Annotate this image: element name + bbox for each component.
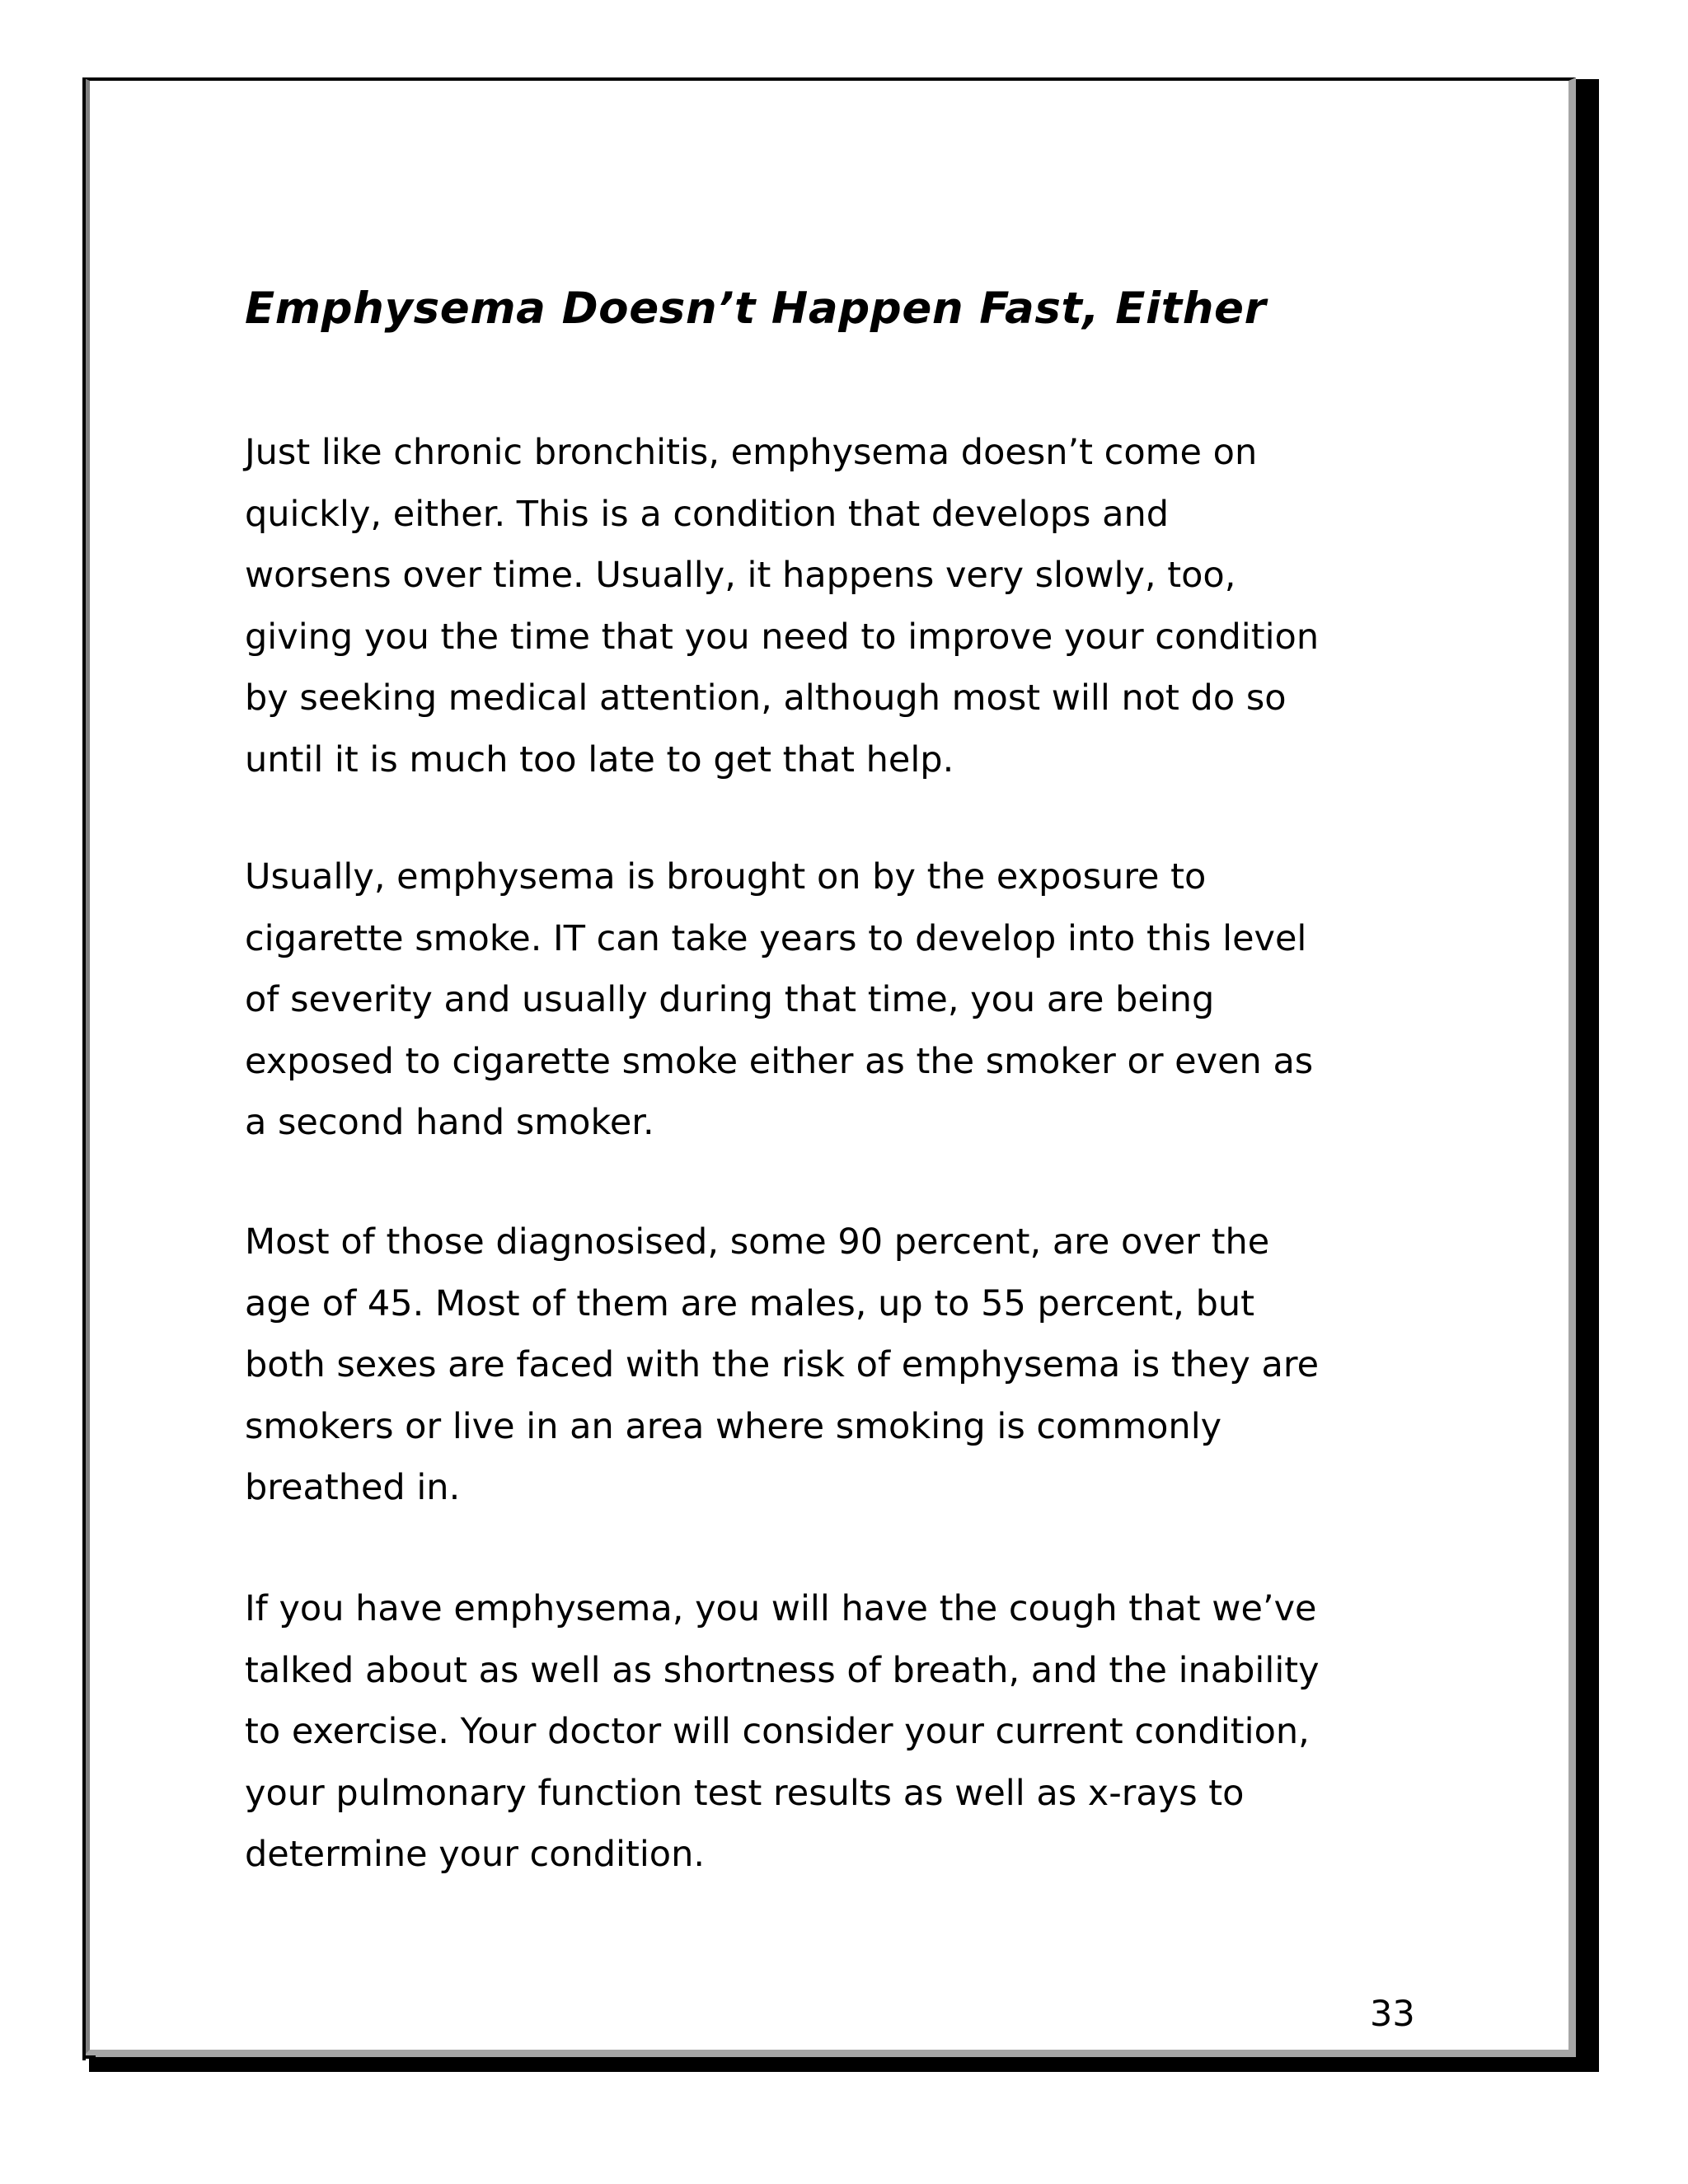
paragraph-line: to exercise. Your doctor will consider your current condition, — [245, 1711, 1310, 1752]
paragraph-line: worsens over time. Usually, it happens very slowly, too, — [245, 555, 1236, 596]
paragraph-line: breathed in. — [245, 1467, 461, 1508]
paragraph-2 — [245, 846, 1313, 1154]
paragraph-line: of severity and usually during that time, you are being — [245, 979, 1215, 1020]
paragraph-line: If you have emphysema, you will have the cough that we’ve — [245, 1588, 1317, 1629]
paragraph-line: both sexes are faced with the risk of emphysema is they are — [245, 1344, 1320, 1385]
paragraph-line: exposed to cigarette smoke either as the smoker or even as — [245, 1040, 1314, 1082]
page-number: 33 — [1370, 1994, 1415, 2035]
paragraph-line: Usually, emphysema is brought on by the exposure to — [245, 856, 1207, 898]
page-frame-left-edge — [82, 77, 86, 2060]
paragraph-line: by seeking medical attention, although most will not do so — [245, 677, 1287, 719]
paragraph-line: age of 45. Most of them are males, up to 55 percent, but — [245, 1282, 1254, 1324]
paragraph-line: a second hand smoker. — [245, 1102, 654, 1143]
paragraph-line: giving you the time that you need to improve your condition — [245, 616, 1320, 658]
paragraph-line: quickly, either. This is a condition that develops and — [245, 493, 1170, 535]
paragraph-line: talked about as well as shortness of breath, and the inability — [245, 1649, 1320, 1691]
paragraph-line: your pulmonary function test results as well as x-rays to — [245, 1772, 1245, 1814]
paragraph-line: Just like chronic bronchitis, emphysema doesn’t come on — [245, 432, 1258, 473]
paragraph-line: Most of those diagnosised, some 90 percent, are over the — [245, 1221, 1270, 1263]
paragraph-1 — [245, 422, 1319, 790]
paragraph-line: determine your condition. — [245, 1834, 706, 1875]
paragraph-3 — [245, 1212, 1319, 1519]
paragraph-line: until it is much too late to get that help. — [245, 738, 954, 780]
section-title: Emphysema Doesn’t Happen Fast, Either — [245, 284, 1267, 334]
page-frame-corner-mark — [82, 2055, 96, 2059]
paragraph-line: smokers or live in an area where smoking is commonly — [245, 1405, 1222, 1447]
paragraph-4 — [245, 1578, 1320, 1886]
paragraph-line: cigarette smoke. IT can take years to develop into this level — [245, 917, 1307, 959]
